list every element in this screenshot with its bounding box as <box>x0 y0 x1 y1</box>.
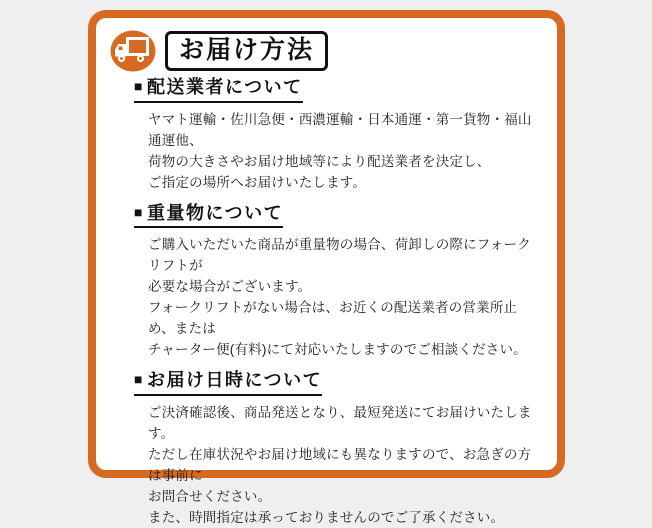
body-line: ヤマト運輸・佐川急便・西濃運輸・日本通運・第一貨物・福山通運他、 <box>148 111 532 148</box>
section-carriers-heading-text: 配送業者について <box>146 77 303 97</box>
section-carriers-heading <box>134 76 303 103</box>
card-header <box>110 30 541 72</box>
body-line: ご購入いただいた商品が重量物の場合、荷卸しの際にフォークリフトが <box>148 237 531 273</box>
section-delivery-schedule <box>134 369 541 528</box>
page-title: お届け方法 <box>165 31 328 72</box>
delivery-truck-icon <box>110 30 156 72</box>
square-bullet-icon: ■ <box>134 371 144 387</box>
section-carriers-body <box>148 109 541 193</box>
section-heavy-items-body <box>148 234 541 360</box>
body-line: ただし在庫状況やお届け地域にも異なりますので、お急ぎの方は事前に <box>148 446 532 483</box>
body-line: ご決済確認後、商品発送となり、最短発送にてお届けいたします。 <box>148 404 532 441</box>
sections-container <box>134 76 541 528</box>
body-line: また、時間指定は承っておりませんのでご了承ください。 <box>148 509 505 525</box>
body-line: 荷物の大きさやお届け地域等により配送業者を決定し、 <box>148 153 491 169</box>
body-line: お問合せください。 <box>148 488 272 504</box>
body-line: チャーター便(有料)にて対応いたしますのでご相談ください。 <box>148 342 527 357</box>
section-delivery-schedule-body <box>148 402 541 528</box>
section-carriers <box>134 76 541 193</box>
body-line: ご指定の場所へお届けいたします。 <box>148 174 367 190</box>
delivery-info-card <box>88 10 565 525</box>
section-delivery-schedule-heading-text: お届け日時について <box>146 370 323 390</box>
section-heavy-items-heading <box>134 202 283 229</box>
section-heavy-items-heading-text: 重量物について <box>146 202 284 223</box>
body-line: フォークリフトがない場合は、お近くの配送業者の営業所止め、または <box>148 300 518 336</box>
square-bullet-icon: ■ <box>134 203 144 220</box>
section-delivery-schedule-heading <box>134 369 322 396</box>
section-heavy-items <box>134 202 541 361</box>
square-bullet-icon: ■ <box>134 78 144 94</box>
body-line: 必要な場合がございます。 <box>148 279 312 294</box>
